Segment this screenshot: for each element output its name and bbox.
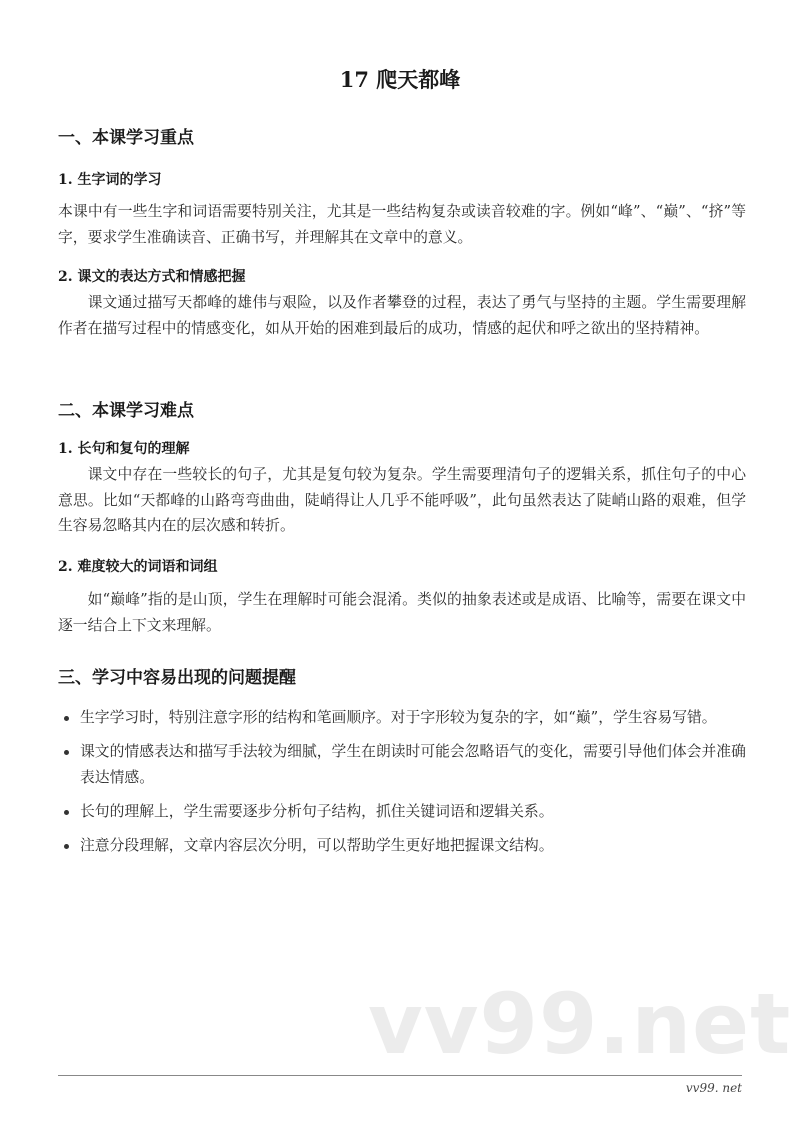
list-item: [58, 799, 746, 825]
section-heading: 二、本课学习难点: [58, 401, 194, 421]
bullet-icon: [64, 750, 69, 755]
bullet-icon: [64, 716, 69, 721]
reminder-list: [58, 705, 746, 867]
list-item: [58, 833, 746, 859]
paragraph: 课文中存在一些较长的句子，尤其是复句较为复杂。学生需要理清句子的逻辑关系，抓住句子的中心意思。比如“天都峰的山路弯弯曲曲，陡峭得让人几乎不能呼吸”，此句虽然表达了陡峭山路的艰难，但学生容易忽略其内在的层次感和转折。: [58, 466, 746, 534]
subsection-heading: 1. 长句和复句的理解: [58, 441, 190, 457]
list-item: [58, 705, 746, 731]
list-item-text: 长句的理解上，学生需要逐步分析句子结构，抓住关键词语和逻辑关系。: [80, 803, 554, 820]
list-item-text: 注意分段理解，文章内容层次分明，可以帮助学生更好地把握课文结构。: [80, 837, 554, 854]
paragraph: 本课中有一些生字和词语需要特别关注，尤其是一些结构复杂或读音较难的字。例如“峰”、“巅”、“挤”等字，要求学生准确读音、正确书写，并理解其在文章中的意义。: [58, 203, 746, 246]
bullet-icon: [64, 844, 69, 849]
section-heading: 三、学习中容易出现的问题提醒: [58, 668, 296, 688]
list-item-text: 课文的情感表达和描写手法较为细腻，学生在朗读时可能会忽略语气的变化，需要引导他们体会并准确表达情感。: [80, 743, 746, 786]
list-item-text: 生字学习时，特别注意字形的结构和笔画顺序。对于字形较为复杂的字，如“巅”，学生容易写错。: [80, 709, 717, 726]
footer-divider: [58, 1075, 742, 1076]
paragraph: 课文通过描写天都峰的雄伟与艰险，以及作者攀登的过程，表达了勇气与坚持的主题。学生需要理解作者在描写过程中的情感变化，如从开始的困难到最后的成功，情感的起伏和呼之欲出的坚持精神。: [58, 294, 746, 337]
subsection-heading: 2. 难度较大的词语和词组: [58, 559, 218, 575]
paragraph: 如“巅峰”指的是山顶，学生在理解时可能会混淆。类似的抽象表述或是成语、比喻等，需要在课文中逐一结合上下文来理解。: [58, 591, 746, 634]
watermark: vv99.net: [368, 975, 792, 1073]
subsection-heading: 1. 生字词的学习: [58, 172, 162, 188]
subsection-heading: 2. 课文的表达方式和情感把握: [58, 269, 246, 285]
list-item: [58, 739, 746, 791]
footer-site: vv99. net: [685, 1081, 742, 1095]
bullet-icon: [64, 810, 69, 815]
page-title: 17 爬天都峰: [339, 67, 461, 92]
section-heading: 一、本课学习重点: [58, 128, 194, 148]
